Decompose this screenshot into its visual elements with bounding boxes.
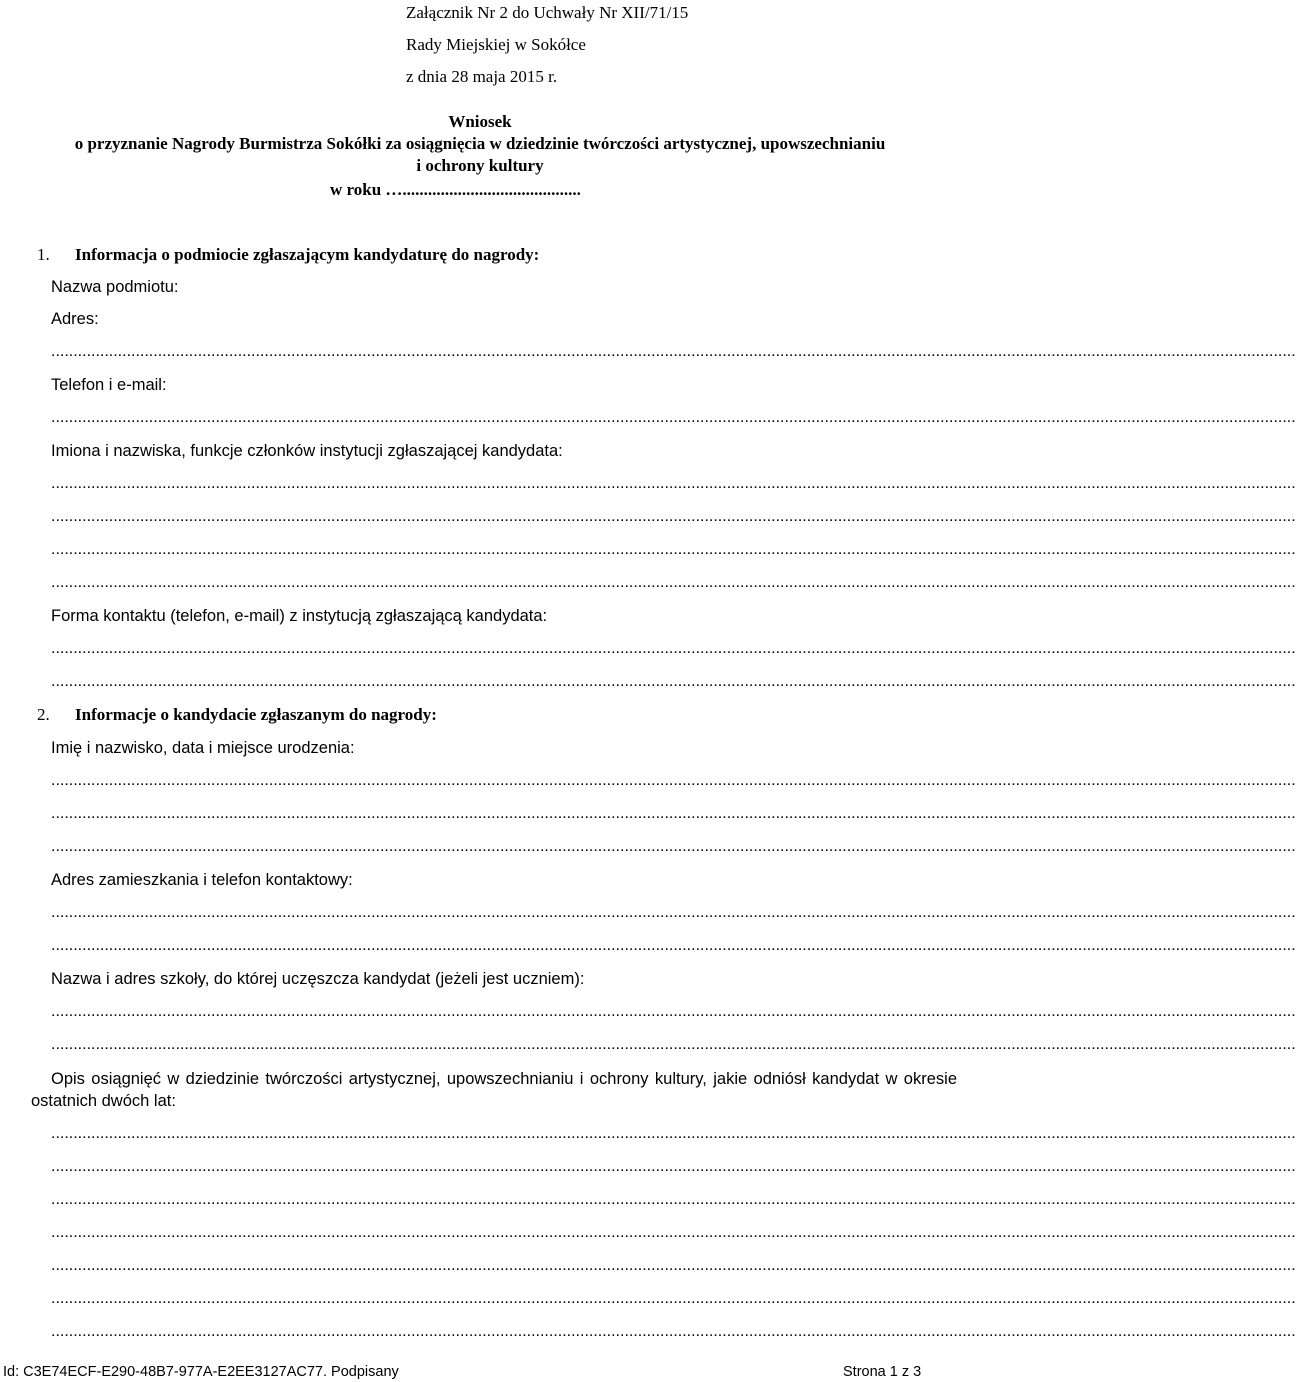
phone-email-field[interactable]: ........................................................................................................................................................................................................................................................................................ [51,409,1296,426]
achievements-field-line[interactable]: ........................................................................................................................................................................................................................................................................................ [51,1257,1296,1274]
candidate-name-field-line[interactable]: ........................................................................................................................................................................................................................................................................................ [51,772,1296,789]
page-number: Strona 1 z 3 [843,1364,922,1380]
achievements-field-line[interactable]: ........................................................................................................................................................................................................................................................................................ [51,1158,1296,1175]
achievements-field-line[interactable]: ........................................................................................................................................................................................................................................................................................ [51,1290,1296,1307]
document-id: Id: C3E74ECF-E290-48B7-977A-E2EE3127AC77. Podpisany [3,1364,399,1380]
candidate-name-field-line[interactable]: ........................................................................................................................................................................................................................................................................................ [51,838,1296,855]
achievements-field-line[interactable]: ........................................................................................................................................................................................................................................................................................ [51,1191,1296,1208]
contact-form-label: Forma kontaktu (telefon, e-mail) z instytucją zgłaszającą kandydata: [51,607,548,625]
section2-number: 2. [37,705,50,724]
members-field-line[interactable]: ........................................................................................................................................................................................................................................................................................ [51,574,1296,591]
residence-field-line[interactable]: ........................................................................................................................................................................................................................................................................................ [51,937,1296,954]
year-field[interactable]: w roku ….......................................... [330,180,581,199]
entity-name-label: Nazwa podmiotu: [51,278,179,296]
section1-number: 1. [37,245,50,264]
achievements-field-line[interactable]: ........................................................................................................................................................................................................................................................................................ [51,1125,1296,1142]
phone-email-label: Telefon i e-mail: [51,376,167,394]
school-label: Nazwa i adres szkoły, do której uczęszcza kandydat (jeżeli jest uczniem): [51,970,585,988]
residence-label: Adres zamieszkania i telefon kontaktowy: [51,871,353,889]
school-field-line[interactable]: ........................................................................................................................................................................................................................................................................................ [51,1003,1296,1020]
attachment-header-line1: Załącznik Nr 2 do Uchwały Nr XII/71/15 [406,3,689,22]
candidate-name-field-line[interactable]: ........................................................................................................................................................................................................................................................................................ [51,805,1296,822]
section1-heading: Informacja o podmiocie zgłaszającym kandydaturę do nagrody: [75,245,540,264]
form-subtitle-line2: i ochrony kultury [416,156,544,175]
contact-form-field-line[interactable]: ........................................................................................................................................................................................................................................................................................ [51,640,1296,657]
candidate-name-label: Imię i nazwisko, data i miejsce urodzenia: [51,739,355,757]
residence-field-line[interactable]: ........................................................................................................................................................................................................................................................................................ [51,904,1296,921]
members-field-line[interactable]: ........................................................................................................................................................................................................................................................................................ [51,508,1296,525]
achievements-field-line[interactable]: ........................................................................................................................................................................................................................................................................................ [51,1323,1296,1340]
members-field-line[interactable]: ........................................................................................................................................................................................................................................................................................ [51,475,1296,492]
address-field[interactable]: ........................................................................................................................................................................................................................................................................................ [51,343,1296,360]
section2-heading: Informacje o kandydacie zgłaszanym do nagrody: [75,705,437,724]
contact-form-field-line[interactable]: ........................................................................................................................................................................................................................................................................................ [51,673,1296,690]
attachment-header-line2: Rady Miejskiej w Sokółce [406,35,586,54]
achievements-field-line[interactable]: ........................................................................................................................................................................................................................................................................................ [51,1224,1296,1241]
attachment-header-line3: z dnia 28 maja 2015 r. [406,67,558,86]
address-label: Adres: [51,310,99,328]
members-label: Imiona i nazwiska, funkcje członków instytucji zgłaszającej kandydata: [51,442,563,460]
members-field-line[interactable]: ........................................................................................................................................................................................................................................................................................ [51,541,1296,558]
school-field-line[interactable]: ........................................................................................................................................................................................................................................................................................ [51,1036,1296,1053]
form-title: Wniosek [448,112,512,131]
achievements-label: Opis osiągnięć w dziedzinie twórczości artystycznej, upowszechnianiu i ochrony kultury, jakie odniósł kandydat w okresie ostatnich dwóch lat: [31,1070,957,1110]
form-subtitle-line1: o przyznanie Nagrody Burmistrza Sokółki za osiągnięcia w dziedzinie twórczości artystycznej, upowszechnianiu [74,134,886,153]
